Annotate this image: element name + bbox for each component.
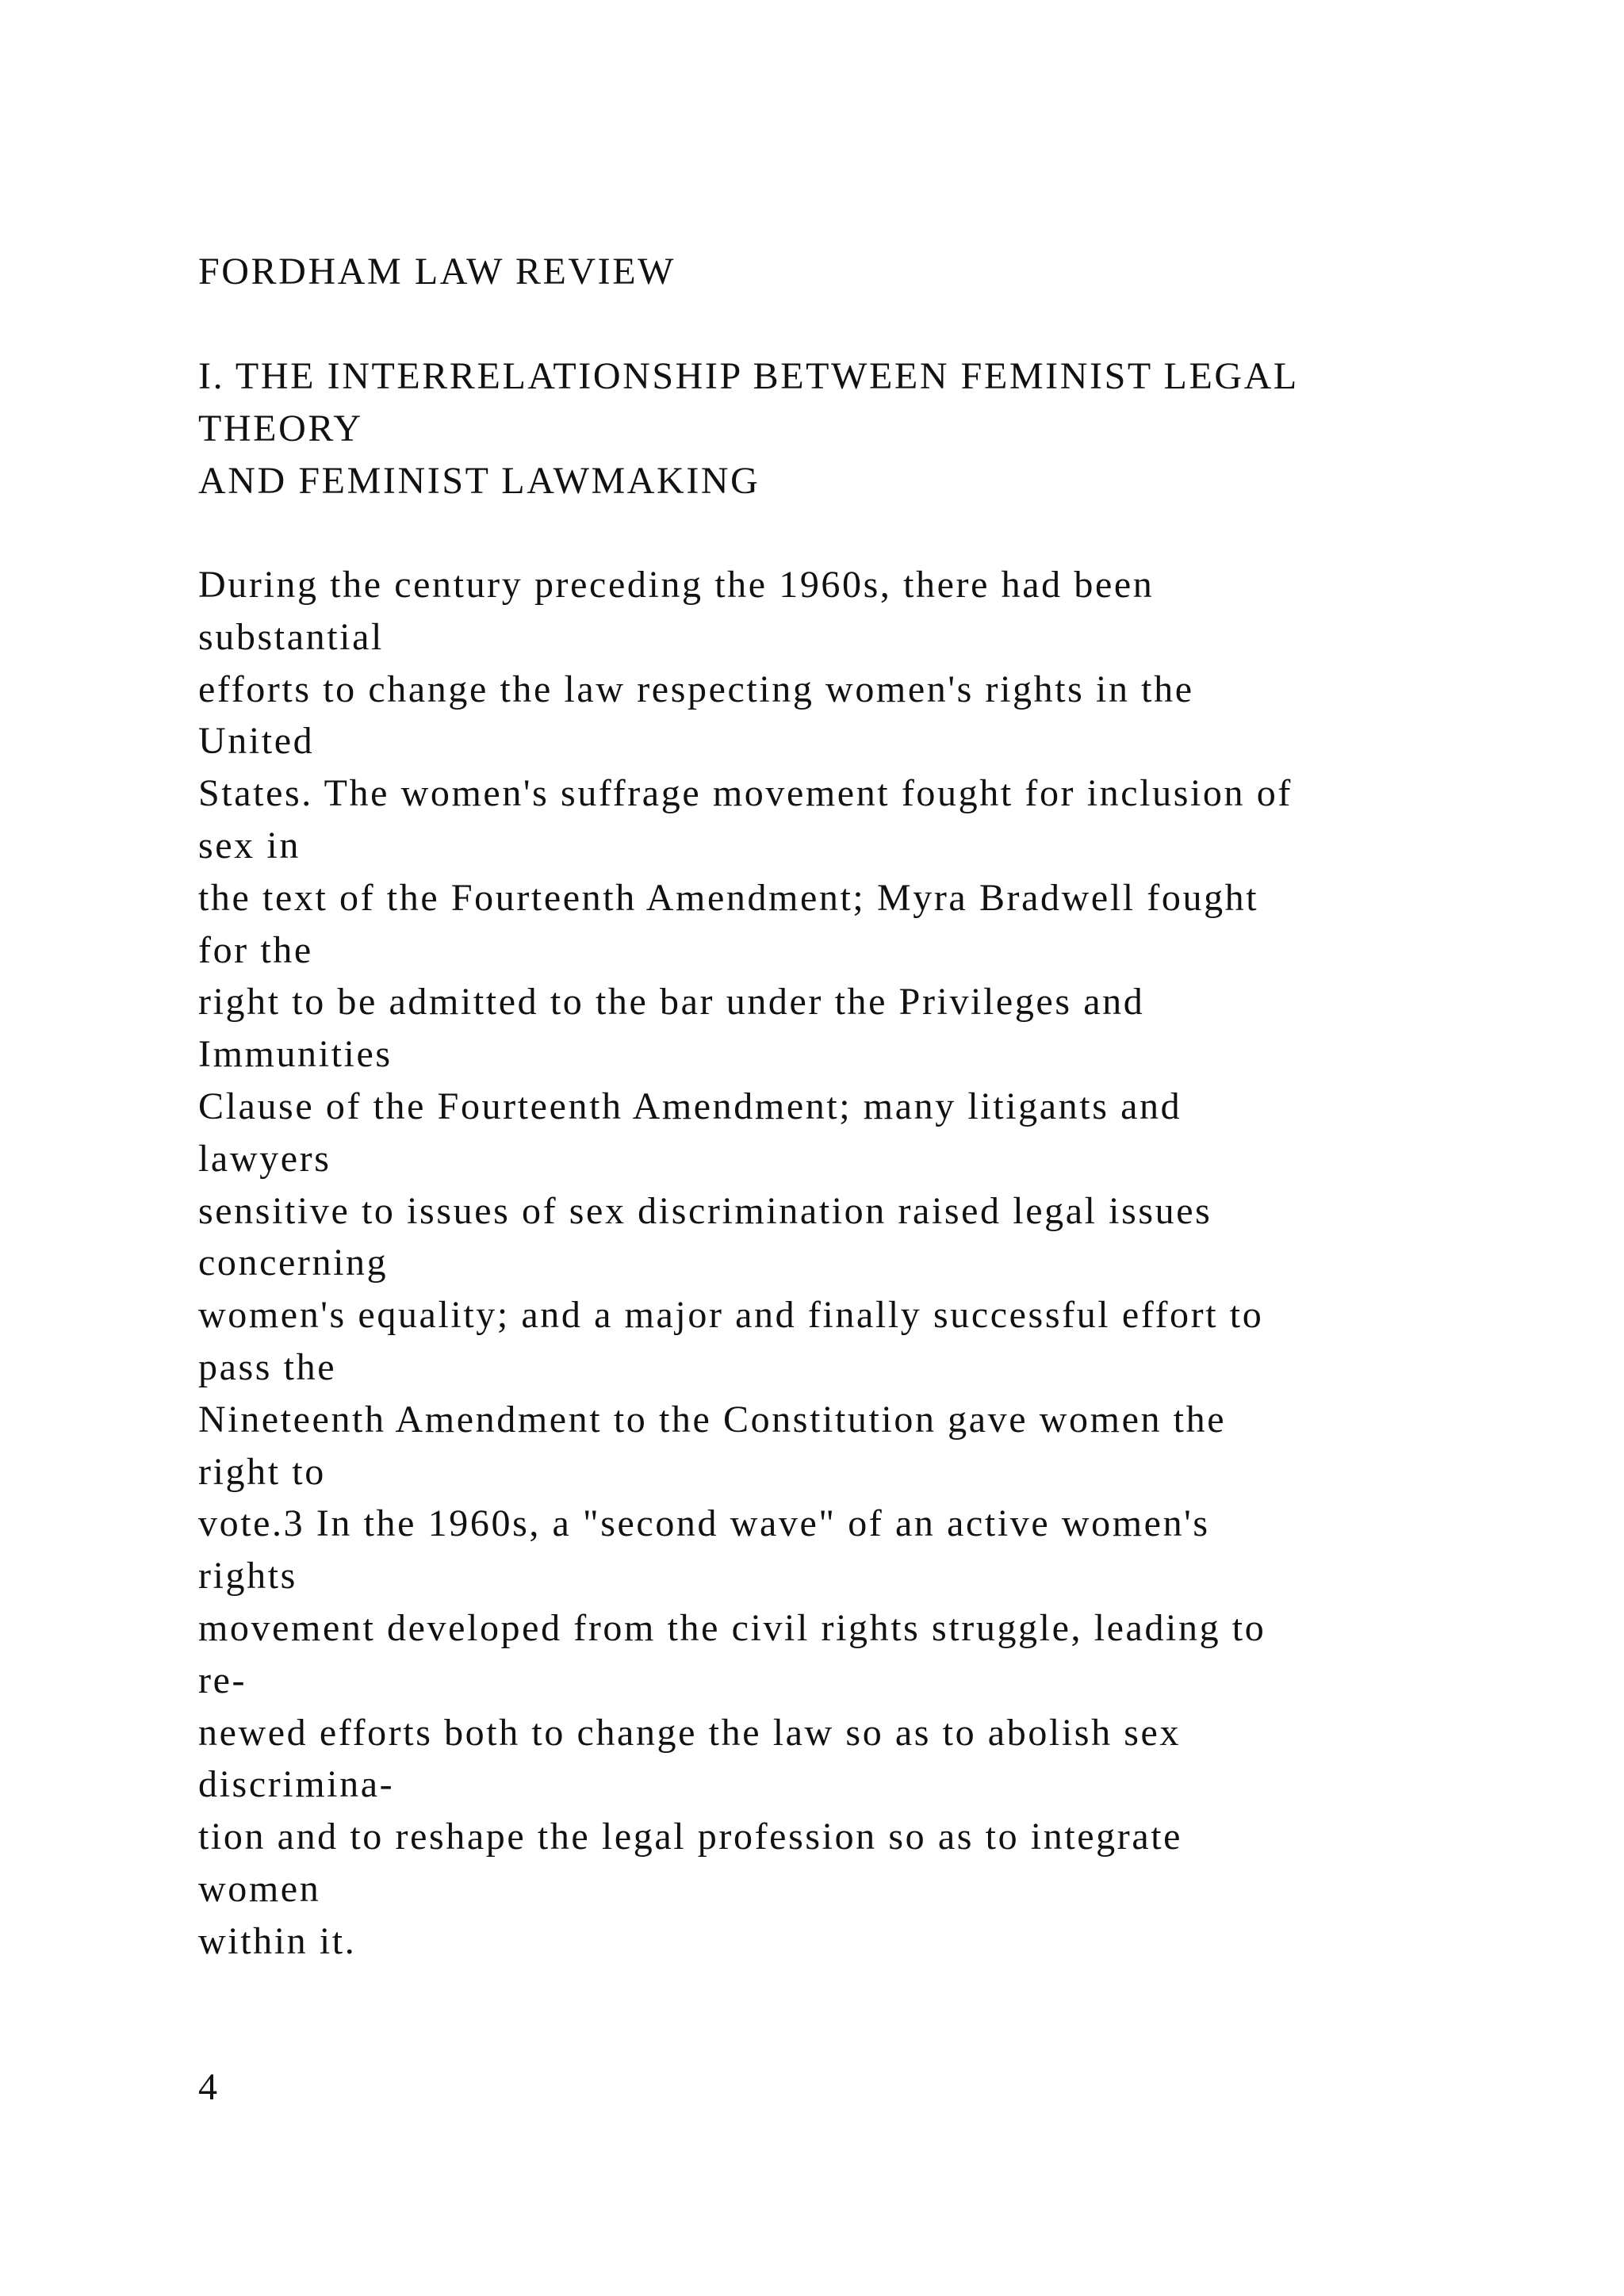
paragraph-line: right to be admitted to the bar under the Privileges and <box>198 981 1145 1024</box>
running-head <box>198 246 676 298</box>
paragraph-line: movement developed from the civil rights struggle, leading to <box>198 1606 1266 1649</box>
section-heading-line: THEORY <box>198 407 363 450</box>
section-heading-line: AND FEMINIST LAWMAKING <box>198 459 760 502</box>
paragraph-line: vote.3 In the 1960s, a "second wave" of an active women's <box>198 1502 1210 1545</box>
paragraph-line: sensitive to issues of sex discrimination raised legal issues <box>198 1189 1212 1232</box>
paragraph-line: Immunities <box>198 1033 393 1076</box>
paragraph-line: lawyers <box>198 1137 331 1180</box>
paragraph-line: efforts to change the law respecting women's rights in the <box>198 668 1194 710</box>
paragraph-line: women <box>198 1867 321 1910</box>
paragraph-line: sex in <box>198 824 301 867</box>
paragraph-line: Clause of the Fourteenth Amendment; many litigants and <box>198 1085 1182 1127</box>
paragraph-line: discrimina- <box>198 1763 395 1806</box>
page-number-text: 4 <box>198 2066 220 2108</box>
paragraph-line: tion and to reshape the legal profession so as to integrate <box>198 1816 1183 1858</box>
section-heading <box>198 350 1299 507</box>
paragraph-line: During the century preceding the 1960s, there had been <box>198 564 1155 606</box>
paragraph-line: substantial <box>198 615 384 658</box>
paragraph-line: Nineteenth Amendment to the Constitution gave women the <box>198 1398 1227 1441</box>
paragraph-line: United <box>198 720 315 763</box>
paragraph-line: re- <box>198 1659 247 1701</box>
paragraph-line: women's equality; and a major and finally successful effort to <box>198 1294 1264 1337</box>
body-paragraph <box>198 559 1293 1968</box>
paragraph-line: within it. <box>198 1919 357 1962</box>
paragraph-line: pass the <box>198 1345 337 1388</box>
paragraph-line: concerning <box>198 1242 389 1284</box>
paragraph-line: rights <box>198 1555 297 1598</box>
paragraph-line: right to <box>198 1450 326 1493</box>
section-heading-line: I. THE INTERRELATIONSHIP BETWEEN FEMINIST LEGAL <box>198 355 1299 397</box>
running-head-text: FORDHAM LAW REVIEW <box>198 251 676 293</box>
paragraph-line: for the <box>198 928 313 971</box>
paragraph-line: the text of the Fourteenth Amendment; Myra Bradwell fought <box>198 876 1259 919</box>
paragraph-line: States. The women's suffrage movement fought for inclusion of <box>198 772 1293 815</box>
paragraph-line: newed efforts both to change the law so as to abolish sex <box>198 1711 1182 1754</box>
page-number <box>198 2061 220 2114</box>
